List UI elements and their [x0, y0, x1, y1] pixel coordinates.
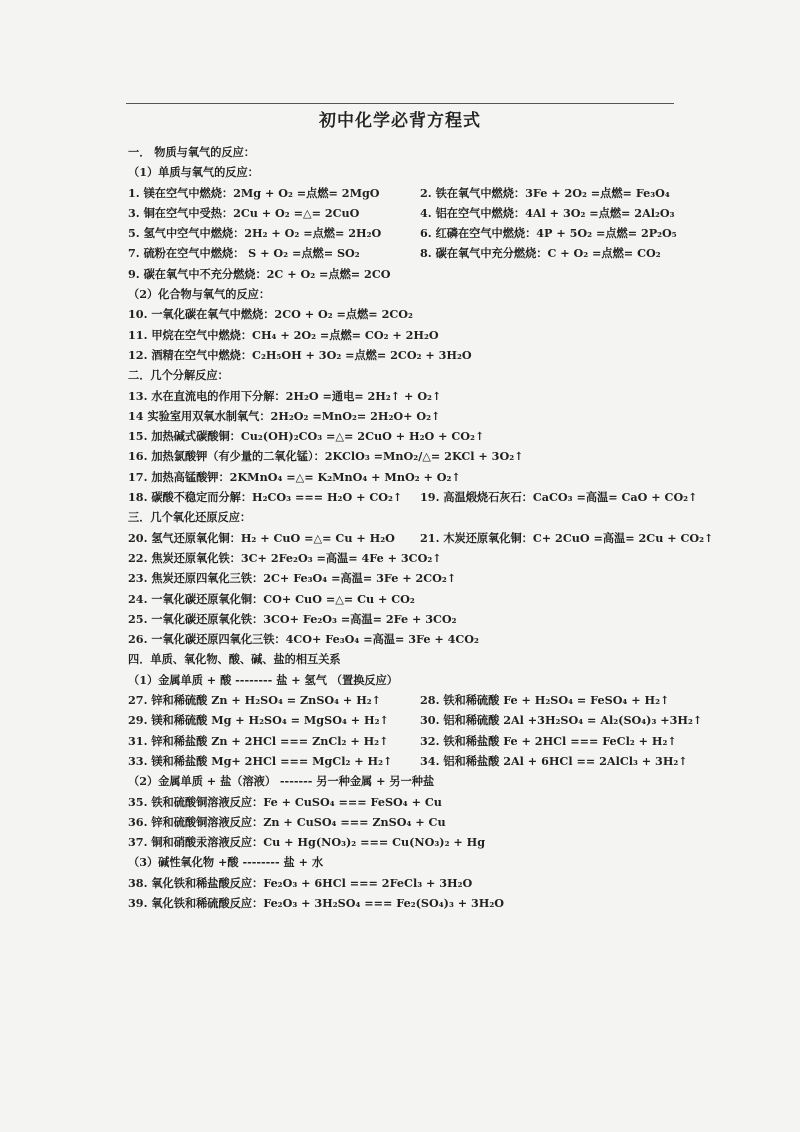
equation-left: 27. 锌和稀硫酸 Zn + H₂SO₄ = ZnSO₄ + H₂↑	[128, 693, 382, 708]
equation-line	[128, 792, 688, 812]
equation-line	[128, 304, 688, 324]
equation-left: 20. 氢气还原氧化铜：H₂ + CuO =△= Cu + H₂O	[128, 530, 395, 545]
equation-right: 19. 高温煅烧石灰石：CaCO₃ =高温= CaO + CO₂↑	[420, 490, 698, 505]
equation-line	[128, 832, 688, 852]
section-heading	[128, 507, 688, 527]
equation-list	[128, 142, 714, 913]
equation-text: 25. 一氧化碳还原氧化铁：3CO+ Fe₂O₃ =高温= 2Fe + 3CO₂	[128, 611, 457, 626]
equation-row	[128, 690, 688, 710]
top-rule	[126, 103, 674, 104]
equation-text: 12. 酒精在空气中燃烧：C₂H₅OH + 3O₂ =点燃= 2CO₂ + 3H₂O	[128, 347, 472, 362]
equation-right: 32. 铁和稀盐酸 Fe + 2HCl === FeCl₂ + H₂↑	[420, 733, 677, 748]
equation-text: 11. 甲烷在空气中燃烧：CH₄ + 2O₂ =点燃= CO₂ + 2H₂O	[128, 327, 439, 342]
equation-text: 35. 铁和硫酸铜溶液反应：Fe + CuSO₄ === FeSO₄ + Cu	[128, 794, 442, 809]
equation-text: 15. 加热碱式碳酸铜：Cu₂(OH)₂CO₃ =△= 2CuO + H₂O + CO₂↑	[128, 429, 485, 444]
equation-left: 29. 镁和稀硫酸 Mg + H₂SO₄ = MgSO₄ + H₂↑	[128, 713, 389, 728]
equation-line	[128, 426, 688, 446]
equation-text: 26. 一氧化碳还原四氧化三铁：4CO+ Fe₃O₄ =高温= 3Fe + 4CO₂	[128, 632, 479, 647]
equation-row	[128, 710, 703, 730]
equation-line	[128, 873, 688, 893]
equation-left: 7. 硫粉在空气中燃烧： S + O₂ =点燃= SO₂	[128, 246, 360, 261]
equation-left: 1. 镁在空气中燃烧：2Mg + O₂ =点燃= 2MgO	[128, 185, 380, 200]
equation-row	[128, 243, 688, 263]
subsection-heading	[128, 771, 688, 791]
equation-line	[128, 467, 688, 487]
equation-left: 5. 氢气中空气中燃烧：2H₂ + O₂ =点燃= 2H₂O	[128, 226, 382, 241]
equation-row	[128, 223, 688, 243]
equation-left: 18. 碳酸不稳定而分解：H₂CO₃ === H₂O + CO₂↑	[128, 490, 403, 505]
equation-text: 10. 一氧化碳在氧气中燃烧：2CO + O₂ =点燃= 2CO₂	[128, 307, 413, 322]
heading-text: 三．几个氧化还原反应：	[128, 510, 252, 525]
heading-text: 二．几个分解反应：	[128, 368, 229, 383]
equation-line	[128, 345, 688, 365]
equation-text: 22. 焦炭还原氧化铁：3C+ 2Fe₂O₃ =高温= 4Fe + 3CO₂↑	[128, 550, 442, 565]
heading-text: （1）单质与氧气的反应：	[128, 165, 259, 180]
equation-line	[128, 812, 688, 832]
equation-line	[128, 264, 688, 284]
equation-text: 38. 氧化铁和稀盐酸反应：Fe₂O₃ + 6HCl === 2FeCl₃ + 3H₂O	[128, 875, 473, 890]
equation-row	[128, 203, 688, 223]
heading-text: 四．单质、氧化物、酸、碱、盐的相互关系	[128, 652, 341, 667]
equation-row	[128, 183, 688, 203]
equation-line	[128, 568, 688, 588]
equation-right: 6. 红磷在空气中燃烧：4P + 5O₂ =点燃= 2P₂O₅	[420, 226, 677, 241]
subsection-heading	[128, 670, 688, 690]
equation-row	[128, 731, 688, 751]
equation-left: 33. 镁和稀盐酸 Mg+ 2HCl === MgCl₂ + H₂↑	[128, 753, 393, 768]
heading-text: 一． 物质与氧气的反应：	[128, 145, 255, 159]
equation-line	[128, 386, 688, 406]
heading-text: （3）碱性氧化物 +酸 -------- 盐 + 水	[128, 855, 324, 870]
heading-text: （2）金属单质 + 盐（溶液） ------- 另一种金属 + 另一种盐	[128, 774, 435, 789]
subsection-heading	[128, 852, 688, 872]
equation-left: 3. 铜在空气中受热：2Cu + O₂ =△= 2CuO	[128, 205, 360, 220]
equation-text: 13. 水在直流电的作用下分解：2H₂O =通电= 2H₂↑ + O₂↑	[128, 388, 442, 403]
equation-line	[128, 446, 688, 466]
equation-text: 36. 锌和硫酸铜溶液反应：Zn + CuSO₄ === ZnSO₄ + Cu	[128, 814, 446, 829]
equation-text: 14 实验室用双氧水制氧气：2H₂O₂ =MnO₂= 2H₂O+ O₂↑	[128, 408, 441, 423]
equation-row	[128, 528, 714, 548]
equation-right: 2. 铁在氧气中燃烧：3Fe + 2O₂ =点燃= Fe₃O₄	[420, 185, 670, 200]
equation-text: 16. 加热氯酸钾（有少量的二氧化锰）：2KClO₃ =MnO₂/△= 2KCl + 3O₂↑	[128, 449, 524, 464]
equation-text: 37. 铜和硝酸汞溶液反应：Cu + Hg(NO₃)₂ === Cu(NO₃)₂ + Hg	[128, 835, 486, 850]
equation-text: 17. 加热高锰酸钾：2KMnO₄ =△= K₂MnO₄ + MnO₂ + O₂↑	[128, 469, 461, 484]
equation-row	[128, 487, 698, 507]
equation-right: 30. 铝和稀硫酸 2Al +3H₂SO₄ = Al₂(SO₄)₃ +3H₂↑	[420, 713, 703, 728]
subsection-heading	[128, 284, 688, 304]
equation-line	[128, 548, 688, 568]
section-heading	[128, 649, 688, 669]
heading-text: （1）金属单质 + 酸 -------- 盐 + 氢气 （置换反应）	[128, 672, 398, 687]
equation-line	[128, 629, 688, 649]
subsection-heading	[128, 162, 688, 182]
equation-right: 34. 铝和稀盐酸 2Al + 6HCl == 2AlCl₃ + 3H₂↑	[420, 753, 688, 768]
equation-text: 9. 碳在氧气中不充分燃烧：2C + O₂ =点燃= 2CO	[128, 266, 391, 281]
equation-left: 31. 锌和稀盐酸 Zn + 2HCl === ZnCl₂ + H₂↑	[128, 733, 389, 748]
equation-line	[128, 406, 688, 426]
equation-text: 39. 氧化铁和稀硫酸反应：Fe₂O₃ + 3H₂SO₄ === Fe₂(SO₄)₃ + 3H₂O	[128, 895, 505, 910]
equation-line	[128, 609, 688, 629]
heading-text: （2）化合物与氧气的反应：	[128, 287, 271, 302]
equation-right: 8. 碳在氧气中充分燃烧：C + O₂ =点燃= CO₂	[420, 246, 661, 261]
equation-text: 23. 焦炭还原四氧化三铁：2C+ Fe₃O₄ =高温= 3Fe + 2CO₂↑	[128, 571, 457, 586]
equation-text: 24. 一氧化碳还原氧化铜：CO+ CuO =△= Cu + CO₂	[128, 591, 415, 606]
equation-row	[128, 751, 688, 771]
equation-line	[128, 325, 688, 345]
equation-right: 21. 木炭还原氧化铜：C+ 2CuO =高温= 2Cu + CO₂↑	[420, 530, 714, 545]
equation-line	[128, 589, 688, 609]
page-title: 初中化学必背方程式	[319, 111, 481, 131]
equation-right: 28. 铁和稀硫酸 Fe + H₂SO₄ = FeSO₄ + H₂↑	[420, 693, 670, 708]
section-heading	[128, 365, 688, 385]
section-heading	[128, 142, 688, 162]
equation-line	[128, 893, 688, 913]
equation-right: 4. 铝在空气中燃烧：4Al + 3O₂ =点燃= 2Al₂O₃	[420, 205, 675, 220]
